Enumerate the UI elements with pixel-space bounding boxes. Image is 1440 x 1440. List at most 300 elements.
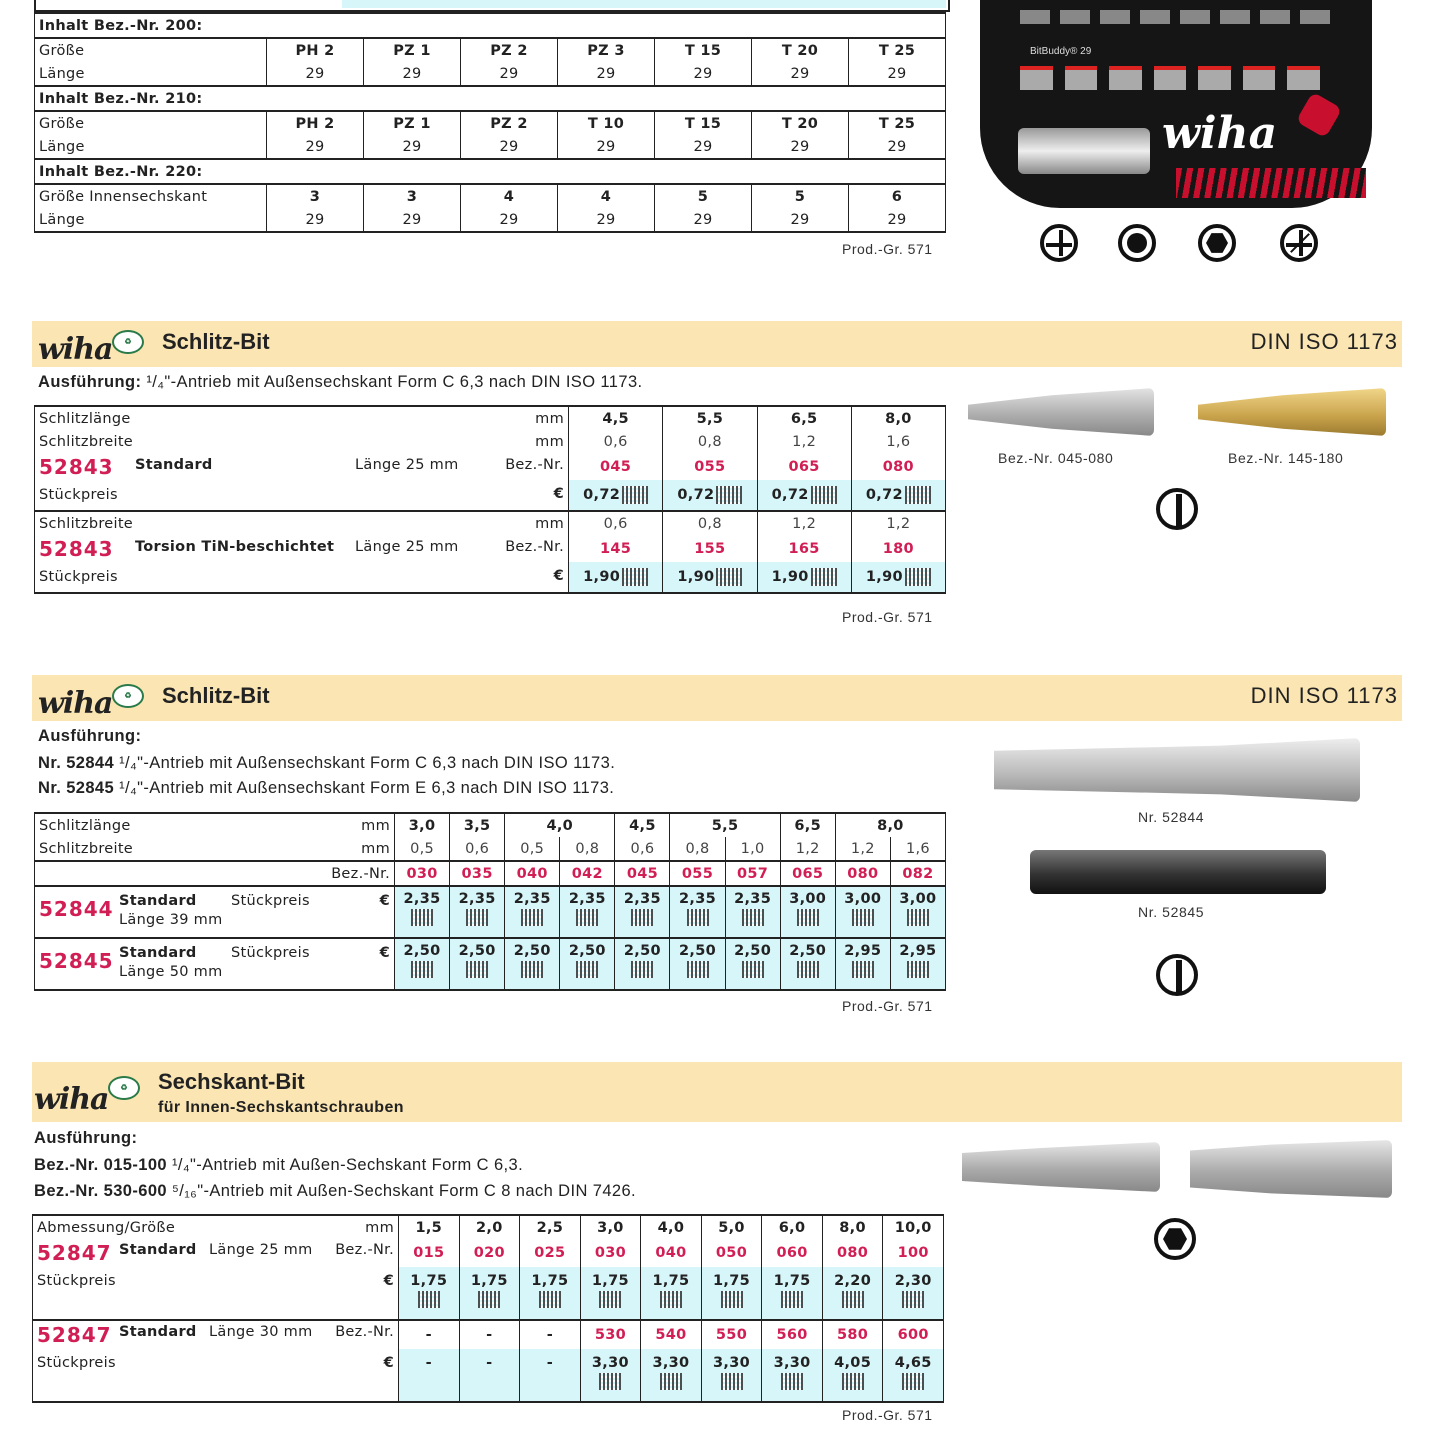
order-code-icon [716, 568, 742, 586]
size-value: T 15 [655, 38, 752, 62]
order-code: 550 [701, 1320, 762, 1349]
price-cell [641, 1349, 702, 1402]
slot-length: 5,5 [670, 813, 780, 837]
order-code: 045 [569, 453, 663, 480]
price: 1,75 [410, 1273, 448, 1289]
section3-line1: Bez.-Nr. 015-100 ¹/₄"-Antrieb mit Außen-Sechskant Form C 6,3. [34, 1156, 524, 1174]
price: 1,75 [531, 1273, 569, 1289]
hex-socket-icon [1154, 1218, 1196, 1260]
slot-width: 0,6 [450, 837, 505, 861]
hex-size: 4,0 [641, 1215, 702, 1239]
order-code: 082 [890, 861, 945, 886]
price-cell [450, 886, 505, 938]
section2-line2: Nr. 52845 ¹/₄"-Antrieb mit Außensechskant Form E 6,3 nach DIN ISO 1173. [38, 779, 615, 797]
slot-length: 3,5 [450, 813, 505, 837]
length-text: Länge 39 mm [119, 912, 223, 928]
table-row [35, 480, 946, 511]
length-value: 29 [655, 135, 752, 159]
price-cell [851, 562, 945, 593]
price: 4,05 [834, 1355, 872, 1371]
top-content-table [34, 12, 946, 233]
content-header: Inhalt Bez.-Nr. 210: [35, 86, 946, 111]
content-header: Inhalt Bez.-Nr. 220: [35, 159, 946, 184]
torx-head-icon [1118, 224, 1156, 262]
price: 1,75 [470, 1273, 508, 1289]
price-cell [883, 1349, 944, 1402]
row-label: Länge [35, 62, 267, 86]
slot-width: 0,6 [615, 837, 670, 861]
order-code: 020 [459, 1239, 520, 1267]
price: 2,95 [899, 943, 937, 959]
row-label: Größe [35, 38, 267, 62]
order-code: - [399, 1320, 460, 1349]
order-code: 080 [822, 1239, 883, 1267]
section2-caption-52844: Nr. 52844 [1138, 809, 1205, 825]
hex-head-icon [1198, 224, 1236, 262]
article-number: 52847 [37, 1241, 112, 1265]
slot-width: 1,2 [757, 430, 851, 453]
slot-length: 4,5 [569, 406, 663, 430]
price-cell [780, 938, 835, 990]
size-value: T 15 [655, 111, 752, 135]
price: 2,50 [623, 943, 661, 959]
size-value: 5 [655, 184, 752, 208]
order-code-icon [411, 909, 433, 926]
slot-bit-tin-image [1198, 388, 1386, 436]
order-code: 180 [851, 535, 945, 562]
order-code-icon [478, 1291, 500, 1308]
currency: € [553, 486, 564, 502]
bitbuddy-product-image [980, 0, 1372, 208]
order-code: 530 [580, 1320, 641, 1349]
section1-table [34, 405, 946, 594]
order-code: 040 [641, 1239, 702, 1267]
price-label-cell [35, 562, 569, 593]
section2-brand-logo: wiha [38, 686, 113, 721]
price-cell [835, 938, 890, 990]
label: Schlitzlänge [39, 410, 131, 427]
length-text: Länge 50 mm [119, 964, 223, 980]
table-row [35, 159, 946, 184]
price: 2,35 [734, 891, 772, 907]
price: 2,50 [679, 943, 716, 959]
price-cell [399, 1267, 460, 1320]
price-cell [569, 562, 663, 593]
label: Abmessung/Größe [37, 1219, 176, 1236]
section3-subtitle: für Innen-Sechskantschrauben [158, 1099, 404, 1116]
phillips-head-icon [1040, 224, 1078, 262]
slot-width: 0,8 [663, 511, 757, 535]
price-cell [757, 480, 851, 511]
section1-caption-standard: Bez.-Nr. 045-080 [998, 450, 1114, 466]
size-value: 3 [364, 184, 461, 208]
slot-width: 0,8 [670, 837, 725, 861]
price-cell [663, 562, 757, 593]
price: 2,35 [513, 891, 551, 907]
order-code: 540 [641, 1320, 702, 1349]
size-value: PZ 1 [364, 111, 461, 135]
price-cell [615, 886, 670, 938]
price-cell [670, 886, 725, 938]
slot-width: 1,2 [780, 837, 835, 861]
price-cell [663, 480, 757, 511]
price: 3,00 [899, 891, 937, 907]
order-code-icon [905, 486, 931, 504]
price: 1,90 [583, 569, 621, 585]
slot-length: 8,0 [851, 406, 945, 430]
slot-width: 1,6 [890, 837, 945, 861]
table-row [35, 511, 946, 535]
price: 2,50 [734, 943, 772, 959]
table-row [35, 184, 946, 208]
label: Schlitzbreite [39, 840, 134, 857]
size-value: PH 2 [267, 38, 364, 62]
hex-size: 2,0 [459, 1215, 520, 1239]
order-code-icon [905, 568, 931, 586]
breite-label [35, 430, 569, 453]
hex-size: 1,5 [399, 1215, 460, 1239]
length-value: 29 [558, 62, 655, 86]
currency: € [553, 568, 564, 584]
order-code-icon [687, 961, 709, 978]
price-cell [725, 886, 780, 938]
article-number: 52843 [39, 454, 114, 479]
slot-head-icon [1156, 488, 1198, 530]
price-cell [580, 1267, 641, 1320]
order-code: 055 [663, 453, 757, 480]
article-number: 52847 [37, 1323, 112, 1347]
order-code: - [459, 1320, 520, 1349]
table-row [35, 208, 946, 232]
size-value: 5 [752, 184, 849, 208]
price: - [486, 1355, 493, 1371]
bez-label: Bez.-Nr. [505, 539, 564, 555]
section2-line1: Nr. 52844 ¹/₄"-Antrieb mit Außensechskant Form C 6,3 nach DIN ISO 1173. [38, 754, 616, 772]
price-cell [890, 938, 945, 990]
currency: € [379, 893, 390, 909]
row-label: Größe [35, 111, 267, 135]
section3-line2: Bez.-Nr. 530-600 ⁵/₁₆"-Antrieb mit Außen-Sechskant Form C 8 nach DIN 7426. [34, 1182, 637, 1200]
price-cell [757, 562, 851, 593]
article-cell [35, 886, 395, 938]
slot-head-icon-2 [1156, 954, 1198, 996]
price-cell [459, 1349, 520, 1402]
price-cell [835, 886, 890, 938]
order-code-icon [811, 568, 837, 586]
size-value: 4 [461, 184, 558, 208]
section3-table [32, 1214, 944, 1403]
section2-prod-group: Prod.-Gr. 571 [842, 998, 933, 1014]
unit: mm [365, 1219, 394, 1236]
article-number: 52844 [39, 897, 114, 921]
table-row [33, 1320, 944, 1349]
slot-width: 1,6 [851, 430, 945, 453]
label: Schlitzbreite [39, 515, 134, 532]
section2-ausfuehrung-label: Ausführung: [38, 727, 142, 745]
price: - [546, 1355, 554, 1371]
section2-logo-badge-icon: ♻ [112, 684, 144, 708]
price-cell [560, 938, 615, 990]
length-text: Länge 25 mm [209, 1242, 313, 1258]
table-row [35, 135, 946, 159]
order-code: 042 [560, 861, 615, 886]
length-text: Länge 25 mm [355, 539, 459, 555]
price-cell [450, 938, 505, 990]
unit: mm [361, 817, 390, 834]
length-value: 29 [364, 208, 461, 232]
price: 2,50 [513, 943, 551, 959]
length-value: 29 [267, 135, 364, 159]
hex-size: 6,0 [762, 1215, 823, 1239]
section3-prod-group: Prod.-Gr. 571 [842, 1407, 933, 1423]
size-value: T 10 [558, 111, 655, 135]
hex-bit-small-image [962, 1142, 1160, 1192]
price: 2,35 [403, 891, 441, 907]
order-code-icon [842, 1291, 864, 1308]
section1-prod-group: Prod.-Gr. 571 [842, 609, 933, 625]
price-cell [395, 886, 450, 938]
table-row [35, 406, 946, 430]
price: 3,00 [789, 891, 827, 907]
hex-size: 8,0 [822, 1215, 883, 1239]
article-number: 52843 [39, 536, 114, 561]
price-cell [670, 938, 725, 990]
order-code-icon [907, 961, 929, 978]
price-cell [762, 1349, 823, 1402]
price-cell [395, 938, 450, 990]
order-code-icon [797, 909, 819, 926]
length-value: 29 [849, 62, 946, 86]
order-code-icon [842, 1373, 864, 1390]
hex-bit-large-image [1190, 1140, 1392, 1198]
top-prod-group: Prod.-Gr. 571 [842, 241, 933, 257]
price: 1,90 [677, 569, 715, 585]
length-value: 29 [849, 135, 946, 159]
article-cell [35, 535, 569, 562]
order-code-icon [781, 1373, 803, 1390]
pozidriv-head-icon [1280, 224, 1318, 262]
slot-width: 1,2 [835, 837, 890, 861]
price-cell [890, 886, 945, 938]
order-code-icon [907, 909, 929, 926]
section2-table [34, 812, 946, 991]
price: 2,50 [789, 943, 827, 959]
order-code-icon [521, 961, 543, 978]
length-value: 29 [655, 62, 752, 86]
order-code: 145 [569, 535, 663, 562]
price-cell [615, 938, 670, 990]
section1-brand-logo: wiha [38, 332, 113, 367]
length-label [35, 813, 395, 837]
order-code-icon [576, 961, 598, 978]
order-code-icon [660, 1373, 682, 1390]
section1-caption-tin: Bez.-Nr. 145-180 [1228, 450, 1344, 466]
slot-length: 6,5 [780, 813, 835, 837]
size-value: PZ 1 [364, 38, 461, 62]
hex-size: 2,5 [520, 1215, 581, 1239]
hex-size: 5,0 [701, 1215, 762, 1239]
article-number: 52845 [39, 949, 114, 973]
top-table-remnant [34, 0, 950, 12]
price-label-cell [33, 1349, 399, 1402]
section3-ausfuehrung-label: Ausführung: [34, 1129, 138, 1147]
price-cell [780, 886, 835, 938]
slot-bit-52844-image [994, 738, 1360, 802]
order-code-icon [466, 909, 488, 926]
bez-label-cell [35, 861, 395, 886]
order-code: 165 [757, 535, 851, 562]
section1-logo-badge-icon: ♻ [112, 330, 144, 354]
order-code: 560 [762, 1320, 823, 1349]
price: 2,95 [844, 943, 882, 959]
price-cell [851, 480, 945, 511]
price: 1,90 [771, 569, 809, 585]
price: 2,50 [568, 943, 606, 959]
price: 2,35 [568, 891, 606, 907]
order-code-icon [902, 1373, 924, 1390]
length-text: Länge 25 mm [355, 457, 459, 473]
slot-width: 1,2 [851, 511, 945, 535]
slot-width: 0,8 [663, 430, 757, 453]
price: 4,65 [894, 1355, 932, 1371]
size-value: 3 [267, 184, 364, 208]
order-code: 015 [399, 1239, 460, 1267]
length-text: Länge 30 mm [209, 1324, 313, 1340]
price: 1,90 [865, 569, 903, 585]
order-code-icon [631, 961, 653, 978]
order-code-icon [521, 909, 543, 926]
order-code: 030 [395, 861, 450, 886]
unit: mm [535, 433, 564, 450]
slot-width: 0,6 [569, 511, 663, 535]
slot-width: 1,0 [725, 837, 780, 861]
length-label [35, 406, 569, 430]
order-code: 030 [580, 1239, 641, 1267]
order-code: 580 [822, 1320, 883, 1349]
bez-label: Bez.-Nr. [505, 457, 564, 473]
article-cell [35, 938, 395, 990]
price-cell [399, 1349, 460, 1402]
table-row [33, 1239, 944, 1267]
slot-length: 6,5 [757, 406, 851, 430]
price: - [425, 1355, 432, 1371]
breite-label [35, 511, 569, 535]
price: 2,35 [623, 891, 661, 907]
price: 3,30 [652, 1355, 690, 1371]
variant-name: Standard [119, 945, 197, 961]
article-cell [33, 1239, 399, 1267]
price-cell [520, 1267, 581, 1320]
currency: € [383, 1355, 394, 1371]
price-cell [701, 1349, 762, 1402]
table-row [35, 111, 946, 135]
order-code: 080 [851, 453, 945, 480]
section1-din: DIN ISO 1173 [1250, 329, 1398, 354]
size-value: 6 [849, 184, 946, 208]
price-cell [701, 1267, 762, 1320]
order-code-icon [742, 961, 764, 978]
order-code-icon [811, 486, 837, 504]
length-value: 29 [558, 135, 655, 159]
slot-bit-52845-image [1030, 850, 1326, 894]
price-cell [580, 1349, 641, 1402]
section1-title: Schlitz-Bit [162, 329, 270, 354]
table-row [35, 886, 946, 938]
price-cell [505, 938, 560, 990]
price: 2,35 [679, 891, 716, 907]
currency: € [383, 1273, 394, 1289]
slot-width: 0,8 [560, 837, 615, 861]
length-value: 29 [655, 208, 752, 232]
order-code: 040 [505, 861, 560, 886]
order-code-icon [721, 1373, 743, 1390]
article-cell [33, 1320, 399, 1349]
length-value: 29 [752, 135, 849, 159]
length-value: 29 [461, 208, 558, 232]
variant-name: Standard [119, 1242, 197, 1258]
price: 2,30 [894, 1273, 932, 1289]
section2-din: DIN ISO 1173 [1250, 683, 1398, 708]
table-row [35, 938, 946, 990]
price-label-cell [33, 1267, 399, 1320]
length-value: 29 [364, 135, 461, 159]
price-cell [505, 886, 560, 938]
order-code: 055 [670, 861, 725, 886]
variant-name: Standard [135, 457, 213, 473]
bitbuddy-label: BitBuddy® 29 [1030, 46, 1092, 57]
order-code-icon [852, 909, 874, 926]
size-value: PZ 2 [461, 111, 558, 135]
size-label [33, 1215, 399, 1239]
section3-brand-logo: wiha [34, 1082, 109, 1117]
slot-width: 1,2 [757, 511, 851, 535]
table-row [35, 453, 946, 480]
size-value: T 25 [849, 38, 946, 62]
order-code: 065 [757, 453, 851, 480]
price-label-cell [35, 480, 569, 511]
order-code: 045 [615, 861, 670, 886]
table-row [33, 1215, 944, 1239]
table-row [35, 837, 946, 861]
variant-name: Standard [119, 893, 197, 909]
bez-label: Bez.-Nr. [331, 865, 390, 882]
price-label: Stückpreis [231, 945, 310, 961]
row-label: Größe Innensechskant [35, 184, 267, 208]
slot-width: 0,5 [395, 837, 450, 861]
length-value: 29 [752, 208, 849, 232]
order-code-icon [622, 486, 648, 504]
price: 1,75 [773, 1273, 811, 1289]
order-code: 025 [520, 1239, 581, 1267]
length-value: 29 [461, 135, 558, 159]
slot-width: 0,6 [569, 430, 663, 453]
variant-name: Torsion TiN-beschichtet [135, 539, 335, 555]
price-cell [725, 938, 780, 990]
price-cell [822, 1349, 883, 1402]
table-row [35, 86, 946, 111]
size-value: PZ 2 [461, 38, 558, 62]
row-label: Länge [35, 208, 267, 232]
variant-name: Standard [119, 1324, 197, 1340]
table-row [35, 861, 946, 886]
table-row [35, 562, 946, 593]
order-code-icon [418, 1291, 440, 1308]
content-header: Inhalt Bez.-Nr. 200: [35, 13, 946, 38]
order-code: 050 [701, 1239, 762, 1267]
unit: mm [535, 410, 564, 427]
order-code: 065 [780, 861, 835, 886]
order-code-icon [466, 961, 488, 978]
